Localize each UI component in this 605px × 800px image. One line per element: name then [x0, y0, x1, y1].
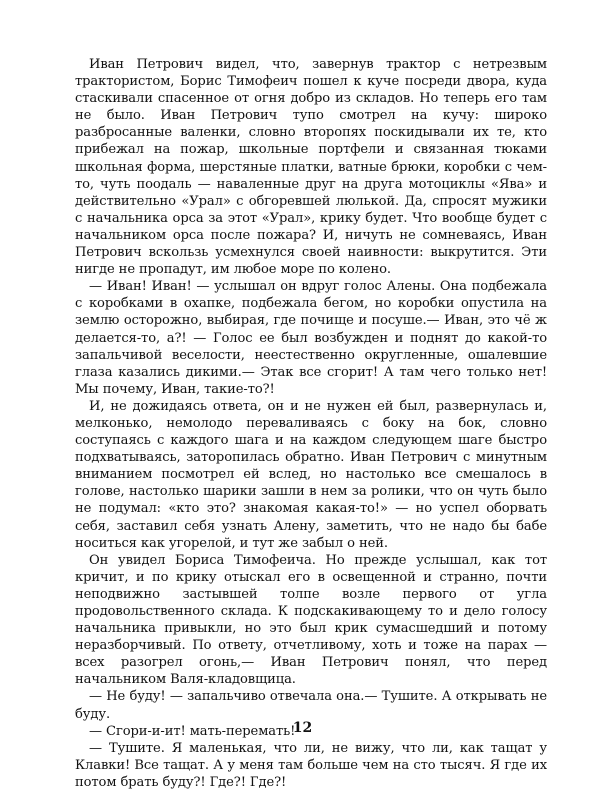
- paragraph: — Сгори-и-ит! мать-перемать!: [89, 723, 296, 739]
- paragraph: Иван Петрович видел, что, завернув трактор с нетрезвым трактористом, Борис Тимофеич пошел к куче посреди двора, куда стаскивали спасенное от огня добро из складов. Но теперь его там не было. Иван Петрович тупо смотрел на кучу: широко разбросанные валенки, словно второпях поскидывали их те, кто прибежал на пожар, школьные портфели и связанная тюками школьная форма, шерстяные платки, ватные брюки, коробки с чем-то, чуть поодаль — наваленные друг на друга мотоциклы «Ява» и действительно «Урал» с обгоревшей люлькой. Да, спросят мужики с начальника орса за этот «Урал», крику будет. Что вообще будет с начальником орса после пожара? И, ничуть не сомневаясь, Иван Петрович вскользь усмехнулся своей наивности: выкрутится. Эти нигде не пропадут, им любое море по колено.: [75, 57, 547, 278]
- paragraph: Он увидел Бориса Тимофеича. Но прежде услышал, как тот кричит, и по крику отыскал его в освещенной и странно, почти неподвижно застывшей толпе возле первого от угла продовольственного склада. К подскакивающему то и дело голосу начальника привыкли, но это был крик сумасшедший и потому неразборчивый. По ответу, отчетливому, хоть и тоже на парах — всех разогрел огонь,— Иван Петрович понял, что перед начальником Валя-кладовщица.: [75, 552, 547, 688]
- paragraph: — Иван! Иван! — услышал он вдруг голос Алены. Она подбежала с коробками в охапке, подбежала бегом, но коробки опустила на землю осторожно, выбирая, где почище и посуше.— Иван, это чё ж делается-то, а?! — Голос ее был возбужден и поднят до какой-то запальчивой веселости, неестественно округленные, ошалевшие глаза казались дикими.— Этак все сгорит! А там чего только нет! Мы почему, Иван, такие-то?!: [75, 279, 547, 397]
- page-body: [75, 56, 547, 791]
- paragraph: — Тушите. Я маленькая, что ли, не вижу, что ли, как тащат у Клавки! Все тащат. А у меня там больше чем на сто тысяч. Я где их потом брать буду?! Где?! Где?!: [75, 740, 547, 790]
- paragraph: И, не дожидаясь ответа, он и не нужен ей был, развернулась и, мелконько, немолодо переваливаясь с боку на бок, словно соступаясь с каждого шага и на каждом следующем шаге быстро подхватываясь, заторопилась обратно. Иван Петрович с минутным вниманием посмотрел ей вслед, но настолько все смешалось в голове, настолько шарики зашли в нем за ролики, что он чуть было не подумал: «кто это? знакомая какая-то!» — но успел оборвать себя, заставил себя узнать Алену, заметить, что не надо бы бабе носиться как угорелой, и тут же забыл о ней.: [75, 398, 547, 551]
- page-number: 12: [292, 720, 313, 736]
- paragraph: — Не буду! — запальчиво отвечала она.— Тушите. А открывать не буду.: [75, 689, 547, 722]
